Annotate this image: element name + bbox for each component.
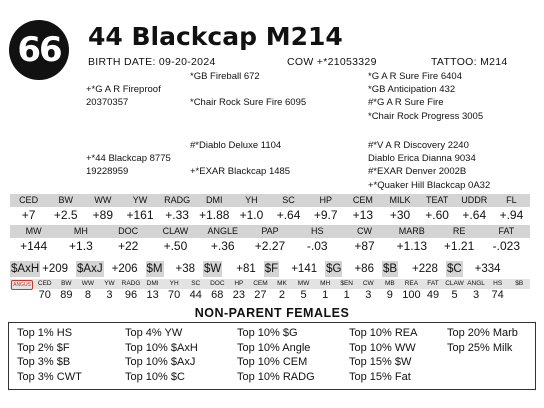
- percentile-value: 49: [426, 289, 440, 301]
- percentile-value: 2: [278, 289, 286, 301]
- index-value: +81: [236, 263, 256, 275]
- percentile-value: 100: [402, 289, 421, 301]
- epd-value: -.023: [492, 239, 521, 253]
- percentile-value: 44: [189, 289, 202, 301]
- epd-value: +1.0: [239, 208, 264, 222]
- pedigree-sire-dam: *Chair Rock Sure Fire 6095: [190, 97, 307, 108]
- percentile-value: 5: [451, 289, 458, 301]
- percentile-value: 74: [491, 289, 504, 301]
- percentile-header: CLAW: [445, 280, 464, 287]
- np-item: Top 3% CWT: [17, 370, 82, 383]
- epd-value: +.64: [276, 208, 301, 222]
- index-label: $G: [326, 263, 342, 275]
- np-column: [125, 326, 198, 384]
- percentile-header: YH: [169, 280, 179, 287]
- pedigree-dam-reg: 19228959: [86, 166, 129, 177]
- percentile-value: 89: [60, 289, 73, 301]
- np-item: Top 25% Milk: [447, 341, 513, 354]
- epd-header: MH: [57, 225, 104, 238]
- epd-header: CLAW: [152, 225, 199, 238]
- np-item: Top 4% YW: [125, 327, 183, 339]
- percentile-header: YW: [104, 280, 115, 287]
- percentile-value: 5: [300, 289, 307, 301]
- index-label: $AxJ: [77, 263, 103, 275]
- epd-header: MW: [10, 225, 57, 238]
- percentile-header: HS: [493, 280, 503, 287]
- epd-header: FL: [493, 194, 530, 207]
- index-value: +86: [354, 263, 374, 275]
- percentile-header: MB: [384, 280, 395, 287]
- percentile-header: FAT: [427, 280, 439, 287]
- epd-header: ANGLE: [199, 225, 246, 238]
- percentile-value: 23: [232, 289, 245, 301]
- np-item: Top 15% $W: [349, 356, 412, 368]
- epd-value: +22: [117, 239, 139, 253]
- index-label: $C: [446, 263, 462, 275]
- index-label: $W: [204, 263, 222, 275]
- index-value: +141: [291, 263, 318, 275]
- non-parent-females-box: [8, 322, 536, 390]
- epd-value: +7: [21, 208, 36, 222]
- index-value: +206: [111, 263, 138, 275]
- pedigree-sire-sire-sire: *G A R Sure Fire 6404: [368, 71, 462, 82]
- epd-value: +2.27: [254, 239, 286, 253]
- percentile-value: 13: [146, 289, 159, 301]
- epd-header: CED: [10, 194, 47, 207]
- epd-row-2: [10, 225, 530, 254]
- epd-header: DOC: [105, 225, 152, 238]
- tattoo: TATTOO: M214: [431, 56, 508, 68]
- np-item: Top 15% Fat: [349, 370, 411, 383]
- np-item: Top 10% $G: [237, 327, 298, 339]
- epd-header: YW: [121, 194, 158, 207]
- percentile-header: $EN: [340, 280, 354, 287]
- percentile-header: CEM: [253, 280, 268, 287]
- epd-header: MILK: [381, 194, 418, 207]
- epd-header: FAT: [483, 225, 530, 238]
- epd-value: +.94: [499, 208, 524, 222]
- percentile-header: RADG: [121, 280, 141, 287]
- percentile-header: MH: [320, 280, 331, 287]
- percentile-value: 3: [365, 289, 372, 301]
- np-item: Top 20% Marb: [447, 327, 518, 339]
- pedigree-dam: +*44 Blackcap 8775: [86, 153, 171, 164]
- pedigree-sire-sire: *GB Fireball 672: [190, 71, 260, 82]
- percentile-header: CED: [37, 280, 52, 287]
- percentile-value: 1: [343, 289, 350, 301]
- epd-value: -.03: [306, 239, 328, 253]
- percentile-header: BW: [61, 280, 72, 287]
- epd-header: WW: [84, 194, 121, 207]
- epd-header: CEM: [344, 194, 381, 207]
- index-label: $F: [264, 263, 279, 275]
- percentile-value: 96: [124, 289, 138, 301]
- percentile-header: REA: [404, 280, 419, 287]
- epd-value: +.64: [462, 208, 487, 222]
- np-item: Top 10% $C: [125, 370, 185, 383]
- index-value: +334: [474, 263, 501, 275]
- epd-value: +.36: [210, 239, 235, 253]
- epd-value: +87: [354, 239, 375, 253]
- percentile-header: WW: [81, 280, 95, 287]
- epd-header: TEAT: [419, 194, 456, 207]
- epd-header: DMI: [196, 194, 233, 207]
- pedigree-sire-sire-dam: *GB Anticipation 432: [368, 84, 456, 95]
- epd-header: YH: [233, 194, 270, 207]
- epd-value: +1.13: [396, 239, 427, 253]
- epd-header: RE: [435, 225, 482, 238]
- np-item: Top 10% RADG: [237, 370, 315, 383]
- percentile-header: HP: [234, 280, 244, 287]
- np-item: Top 10% CEM: [237, 356, 308, 368]
- index-value: +228: [412, 263, 438, 275]
- epd-header: RADG: [159, 194, 196, 207]
- percentile-value: 3: [473, 289, 480, 301]
- epd-row-1: [10, 194, 530, 223]
- epd-value: +161: [126, 208, 154, 222]
- pedigree-sire-dam-sire: #*G A R Sure Fire: [368, 97, 444, 108]
- epd-value: +1.88: [199, 208, 230, 222]
- index-label: $M: [146, 263, 163, 275]
- np-item: Top 2% $F: [17, 341, 70, 354]
- epd-value: +9.7: [313, 208, 338, 222]
- np-item: Top 10% WW: [349, 341, 416, 354]
- percentile-header: MW: [297, 280, 310, 287]
- np-item: Top 10% $AxH: [125, 341, 198, 354]
- percentile-header: SC: [191, 280, 201, 287]
- np-item: Top 3% $B: [17, 356, 71, 368]
- np-item: Top 10% $AxJ: [125, 356, 196, 368]
- epd-value: +.33: [165, 208, 189, 222]
- percentile-header: CW: [362, 280, 374, 287]
- pedigree-dam-sire: #*Diablo Deluxe 1104: [190, 140, 282, 151]
- np-column: [237, 326, 315, 384]
- non-parent-females-heading: NON-PARENT FEMALES: [194, 306, 350, 320]
- percentile-value: 70: [168, 289, 181, 301]
- index-label: $AxH: [11, 263, 40, 275]
- np-item: Top 1% HS: [17, 327, 73, 339]
- epd-value: +1.21: [443, 239, 475, 253]
- pedigree-sire-reg: 20370357: [86, 97, 129, 108]
- percentile-value: 8: [84, 289, 91, 301]
- percentile-header: $B: [515, 280, 524, 287]
- epd-value: +.50: [163, 239, 188, 253]
- percentile-header: DMI: [146, 280, 159, 287]
- percentile-value: 68: [211, 289, 224, 301]
- index-value: +38: [175, 263, 196, 275]
- percentile-value: 3: [106, 289, 113, 301]
- birth-date: BIRTH DATE: 09-20-2024: [88, 56, 216, 68]
- epd-value: +89: [92, 208, 114, 222]
- percentile-rank-table: [10, 279, 530, 302]
- angus-logo: ANGUS: [11, 280, 33, 290]
- lot-number-badge: 66: [9, 20, 69, 80]
- cow-registration: COW +*21053329: [287, 56, 377, 68]
- epd-header: HP: [307, 194, 344, 207]
- epd-value: +1.3: [69, 239, 93, 253]
- percentile-value: 27: [254, 289, 267, 301]
- index-value: +209: [42, 263, 69, 275]
- epd-value: +30: [389, 208, 411, 222]
- np-item: Top 10% REA: [349, 327, 418, 339]
- epd-value: +.60: [425, 208, 449, 222]
- pedigree-sire: +*G A R Fireproof: [86, 84, 161, 95]
- pedigree-dam-dam-dam: +*Quaker Hill Blackcap 0A32: [368, 180, 491, 191]
- epd-value: +13: [352, 208, 374, 222]
- pedigree-sire-dam-dam: *Chair Rock Progress 3005: [368, 111, 484, 122]
- np-column: [17, 326, 82, 384]
- index-label: $B: [382, 263, 398, 275]
- pedigree-dam-sire-dam: Diablo Erica Dianna 9034: [368, 153, 476, 164]
- pedigree-dam-dam-sire: #*EXAR Denver 2002B: [368, 166, 467, 177]
- percentile-value: 9: [386, 289, 393, 301]
- epd-header: HS: [294, 225, 341, 238]
- animal-name: 44 Blackcap M214: [88, 22, 343, 51]
- percentile-value: 1: [322, 289, 329, 301]
- np-item: Top 10% Angle: [237, 341, 311, 354]
- pedigree-dam-dam: +*EXAR Blackcap 1485: [190, 166, 291, 177]
- percentile-header: MK: [277, 280, 287, 287]
- epd-header: MARB: [388, 225, 435, 238]
- epd-value: +144: [20, 239, 48, 253]
- percentile-value: 70: [38, 289, 51, 301]
- epd-header: UDDR: [456, 194, 493, 207]
- epd-header: CW: [341, 225, 388, 238]
- percentile-header: ANGL: [467, 280, 485, 287]
- epd-header: BW: [47, 194, 84, 207]
- pedigree-dam-sire-sire: #*V A R Discovery 2240: [368, 140, 469, 151]
- percentile-header: DOC: [210, 280, 225, 287]
- epd-header: PAP: [246, 225, 293, 238]
- dollar-index-row: [10, 261, 530, 277]
- np-column: [447, 326, 518, 355]
- np-column: [349, 326, 417, 384]
- epd-header: SC: [270, 194, 307, 207]
- epd-value: +2.5: [53, 208, 78, 222]
